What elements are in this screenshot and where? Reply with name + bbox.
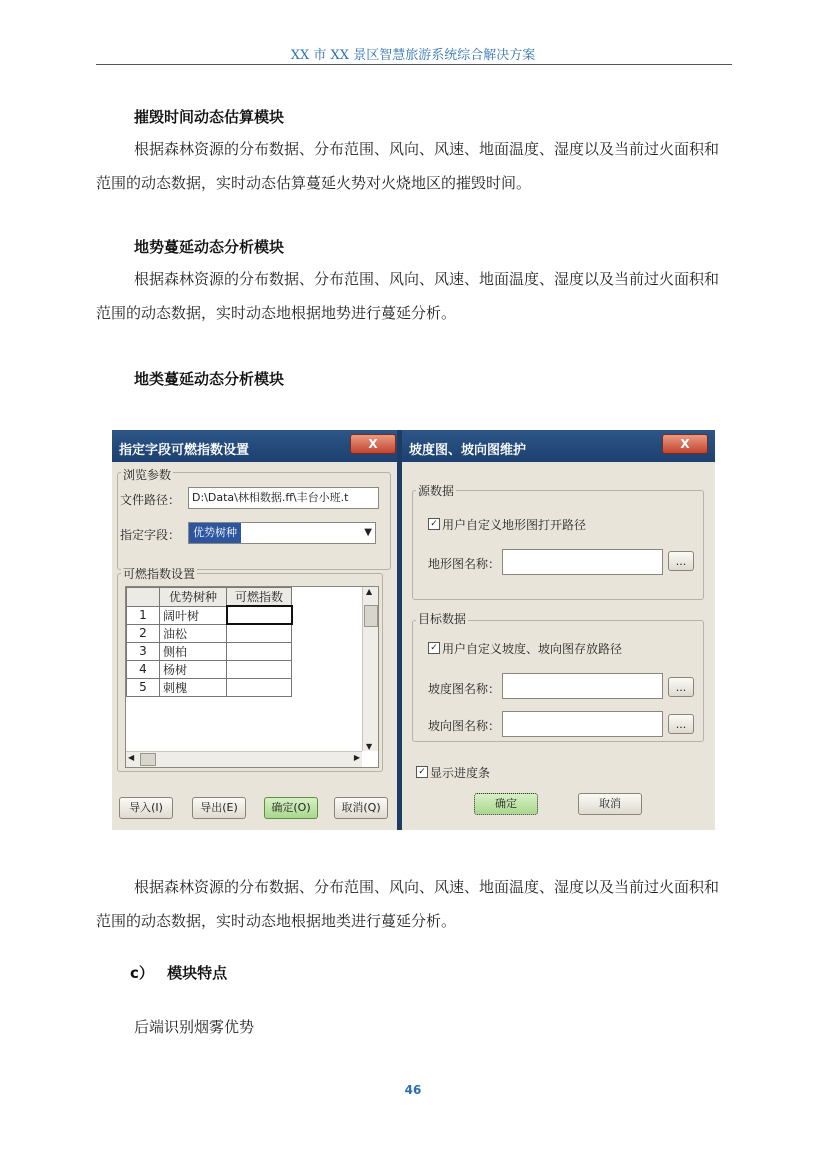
- field-label: 指定字段：: [120, 528, 181, 542]
- index-cell[interactable]: [227, 642, 292, 660]
- dialog-titlebar: [402, 430, 715, 462]
- species-cell[interactable]: 杨树: [160, 660, 227, 678]
- vertical-scrollbar[interactable]: [362, 587, 378, 751]
- index-cell[interactable]: [227, 678, 292, 696]
- terrain-name-label: 地形图名称：: [428, 557, 501, 571]
- index-table: [126, 587, 293, 697]
- dialogs-screenshot: [112, 430, 715, 830]
- browse-terrain-button[interactable]: ...: [668, 551, 694, 571]
- export-button[interactable]: 导出(E): [192, 797, 246, 819]
- custom-terrain-checkbox[interactable]: ✓: [428, 518, 440, 530]
- corner-cell: [127, 588, 160, 607]
- species-cell[interactable]: 阔叶树: [160, 606, 227, 624]
- scroll-right-icon[interactable]: ▶: [353, 753, 360, 762]
- feature-item: 后端识别烟雾优势: [134, 1018, 255, 1036]
- show-progress-label: 显示进度条: [430, 766, 491, 780]
- aspect-name-label: 坡向图名称：: [428, 719, 501, 733]
- subsection-heading: [130, 962, 227, 983]
- index-cell[interactable]: [227, 624, 292, 642]
- field-select-value: 优势树种: [189, 523, 241, 543]
- horizontal-scrollbar[interactable]: [126, 751, 362, 767]
- table-row[interactable]: [127, 678, 292, 696]
- aspect-name-input[interactable]: [502, 711, 663, 737]
- subsection-label: c）: [130, 964, 154, 982]
- cancel-button[interactable]: 取消(Q): [334, 797, 388, 819]
- index-grid: [125, 586, 379, 768]
- species-cell[interactable]: 油松: [160, 624, 227, 642]
- slope-name-label: 坡度图名称：: [428, 682, 501, 696]
- section-heading-terrain-spread: 地势蔓延动态分析模块: [134, 238, 285, 256]
- section-heading-landclass-spread: 地类蔓延动态分析模块: [134, 370, 285, 388]
- import-button[interactable]: 导入(I): [119, 797, 173, 819]
- row-number: 2: [127, 624, 160, 642]
- scroll-thumb[interactable]: [140, 753, 156, 766]
- scroll-thumb[interactable]: [364, 605, 378, 627]
- scroll-left-icon[interactable]: ◀: [128, 753, 135, 762]
- dialog-title: 坡度图、坡向图维护: [409, 443, 527, 458]
- column-header-index: 可燃指数: [227, 588, 292, 607]
- source-data-group: [412, 490, 704, 600]
- group-label: 目标数据: [418, 612, 467, 626]
- custom-slope-checkbox[interactable]: ✓: [428, 642, 440, 654]
- row-number: 3: [127, 642, 160, 660]
- table-row[interactable]: [127, 642, 292, 660]
- slope-aspect-dialog: [402, 430, 715, 830]
- group-label: 浏览参数: [123, 468, 172, 482]
- scroll-down-icon[interactable]: ▼: [366, 742, 373, 751]
- section-heading-destruction-time: 摧毁时间动态估算模块: [134, 108, 285, 126]
- table-row[interactable]: [127, 660, 292, 678]
- section-body-destruction-time: 根据森林资源的分布数据、分布范围、风向、风速、地面温度、湿度以及当前过火面积和范围的动态数据，实时动态估算蔓延火势对火烧地区的摧毁时间。: [96, 140, 720, 192]
- table-row[interactable]: [127, 606, 292, 624]
- ok-button[interactable]: 确定: [474, 793, 538, 815]
- running-header: XX 市 XX 景区智慧旅游系统综合解决方案: [290, 48, 536, 63]
- field-select[interactable]: [188, 522, 376, 544]
- browse-aspect-button[interactable]: ...: [668, 714, 694, 734]
- field-index-dialog: [112, 430, 397, 830]
- ok-button[interactable]: 确定(O): [264, 797, 318, 819]
- column-header-species: 优势树种: [160, 588, 227, 607]
- row-number: 5: [127, 678, 160, 696]
- page-number: 46: [404, 1083, 422, 1097]
- section-body-terrain-spread: 根据森林资源的分布数据、分布范围、风向、风速、地面温度、湿度以及当前过火面积和范围的动态数据，实时动态地根据地势进行蔓延分析。: [96, 270, 720, 322]
- section-body-landclass-spread: 根据森林资源的分布数据、分布范围、风向、风速、地面温度、湿度以及当前过火面积和范围的动态数据，实时动态地根据地类进行蔓延分析。: [96, 878, 720, 930]
- file-path-label: 文件路径：: [120, 493, 181, 507]
- close-button[interactable]: X: [350, 434, 396, 454]
- show-progress-checkbox[interactable]: ✓: [416, 766, 428, 778]
- dialog-titlebar: [112, 430, 397, 462]
- group-label: 可燃指数设置: [123, 567, 196, 581]
- custom-terrain-label: 用户自定义地形图打开路径: [442, 518, 587, 532]
- file-path-input[interactable]: D:\Data\林相数据.ff\丰台小班.t: [188, 487, 379, 509]
- terrain-name-input[interactable]: [502, 549, 663, 575]
- header-divider: [96, 64, 732, 65]
- index-cell[interactable]: [227, 660, 292, 678]
- dropdown-arrow-icon: ▼: [364, 527, 372, 538]
- table-header-row: [127, 588, 292, 607]
- slope-name-input[interactable]: [502, 673, 663, 699]
- cancel-button[interactable]: 取消: [578, 793, 642, 815]
- row-number: 4: [127, 660, 160, 678]
- species-cell[interactable]: 侧柏: [160, 642, 227, 660]
- species-cell[interactable]: 刺槐: [160, 678, 227, 696]
- subsection-title: 模块特点: [167, 964, 228, 982]
- index-cell[interactable]: [227, 606, 292, 624]
- custom-slope-label: 用户自定义坡度、坡向图存放路径: [442, 642, 623, 656]
- row-number: 1: [127, 606, 160, 624]
- browse-slope-button[interactable]: ...: [668, 677, 694, 697]
- group-label: 源数据: [418, 484, 455, 498]
- close-button[interactable]: X: [662, 434, 708, 454]
- dialog-title: 指定字段可燃指数设置: [119, 443, 250, 458]
- scroll-up-icon[interactable]: ▲: [366, 587, 373, 596]
- table-row[interactable]: [127, 624, 292, 642]
